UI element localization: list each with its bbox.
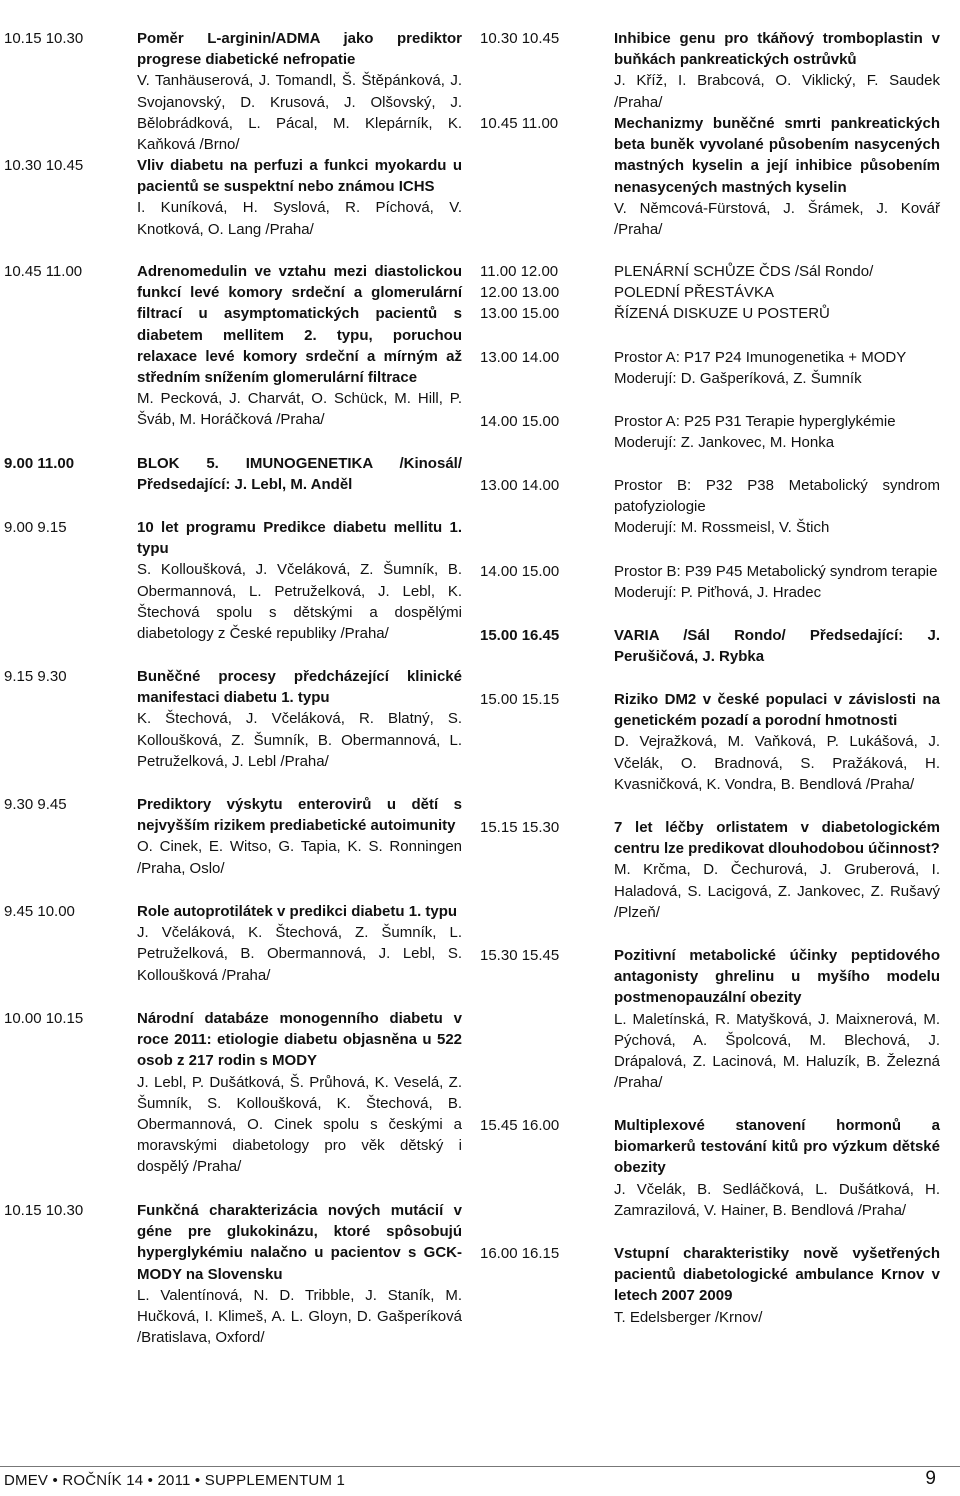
program-entry <box>480 945 940 1093</box>
entry-title: Národní databáze monogenního diabetu v roce 2011: etiologie diabetu objasněna u 522 osob z 217 rodin s MODY <box>137 1010 462 1070</box>
entry-title: Mechanizmy buněčné smrti pankreatických beta buněk vyvolané působením nasycených mastných kyselin a její inhibice působením nenasycených mastných kyselin <box>614 115 940 196</box>
entry-moderators: Moderují: M. Rossmeisl, V. Štich <box>614 519 830 537</box>
entry-time: 13.00 14.00 <box>480 349 560 366</box>
entry-body <box>137 453 462 495</box>
entry-authors: M. Pecková, J. Charvát, O. Schück, M. Hill, P. Šváb, M. Horáčková /Praha/ <box>137 390 462 429</box>
entry-time: 16.00 16.15 <box>480 1245 560 1262</box>
entry-time: 15.00 16.45 <box>480 627 560 644</box>
entry-time: 15.15 15.30 <box>480 819 560 836</box>
entry-time: 9.15 9.30 <box>4 668 67 685</box>
entry-title: Riziko DM2 v české populaci v závislosti na genetickém pozadí a porodní hmotnosti <box>614 691 940 730</box>
entry-authors: M. Krčma, D. Čechurová, J. Gruberová, I. Haladová, S. Lacigová, Z. Jankovec, Z. Rušavý /Plzeň/ <box>614 861 940 921</box>
program-entry <box>4 517 462 644</box>
entry-authors: L. Valentínová, N. D. Tribble, J. Staník, M. Hučková, I. Klimeš, A. L. Gloyn, D. Gašperíková /Bratislava, Oxford/ <box>137 1286 462 1347</box>
entry-body <box>137 1008 462 1178</box>
program-entry <box>4 261 462 431</box>
entry-authors: K. Štechová, J. Včeláková, R. Blatný, S. Kolloušková, Z. Šumník, B. Obermannová, L. Petruželková, J. Lebl /Praha/ <box>137 710 462 770</box>
entry-authors: D. Vejražková, M. Vaňková, P. Lukášová, J. Včelák, O. Bradnová, S. Pražáková, H. Kvasničková, K. Vondra, B. Bendlová /Praha/ <box>614 733 940 793</box>
entry-authors: S. Kolloušková, J. Včeláková, Z. Šumník, B. Obermannová, L. Petruželková, J. Lebl, K. Štechová spolu s dětskými a dospělými diabetology z České republiky /Praha/ <box>137 561 462 643</box>
program-entry <box>4 794 462 879</box>
footer-rule <box>0 1466 960 1467</box>
entry-title: Prostor A: P17 P24 Imunogenetika + MODY <box>614 349 907 366</box>
program-entry <box>4 453 462 495</box>
entry-time: 10.15 10.30 <box>4 30 84 47</box>
program-entry <box>480 113 940 240</box>
entry-title: Vliv diabetu na perfuzi a funkci myokardu u pacientů se suspektní nebo známou ICHS <box>137 157 462 196</box>
entry-authors: J. Kříž, I. Brabcová, O. Viklický, F. Saudek /Praha/ <box>614 72 940 111</box>
program-entry <box>480 261 940 325</box>
entry-title: 7 let léčby orlistatem v diabetologickém centru lze predikovat dlouhodobou účinnost? <box>614 819 940 858</box>
entry-body <box>614 347 940 389</box>
entry-authors: L. Maletínská, R. Matyšková, J. Maixnerová, M. Pýchová, A. Špolcová, M. Blechová, J. Drápalová, Z. Lacinová, M. Haluzík, B. Železná /Praha/ <box>614 1010 940 1092</box>
entry-authors: J. Včeláková, K. Štechová, Z. Šumník, L. Petruželková, B. Obermannová, J. Lebl, S. Kolloušková /Praha/ <box>137 924 462 984</box>
program-entry <box>480 28 940 113</box>
entry-body <box>614 113 940 240</box>
program-entry <box>4 1200 462 1348</box>
entry-body <box>614 411 940 453</box>
entry-body <box>137 155 462 240</box>
entry-body <box>614 261 940 325</box>
entry-time: 9.45 10.00 <box>4 903 75 920</box>
entry-title: Funkčná charakterizácia nových mutácií v géne pre glukokinázu, ktoré spôsobujú hyperglykémiu nalačno u pacientov s GCK-MODY na Slovensku <box>137 1202 462 1283</box>
entry-title: Adrenomedulin ve vztahu mezi diastolickou funkcí levé komory srdeční a glomerulární filtrací u asymptomatických pacientů s diabetem mellitem 2. typu, poruchou relaxace levé komory srdeční a mírným až středním snížením glomerulární filtrace <box>137 263 462 387</box>
entry-time: 10.45 11.00 <box>4 263 83 280</box>
entry-title: Inhibice genu pro tkáňový tromboplastin v buňkách pankreatických ostrůvků <box>614 30 940 69</box>
entry-title: Vstupní charakteristiky nově vyšetřených pacientů diabetologické ambulance Krnov v letech 2007 2009 <box>614 1245 940 1305</box>
entry-moderators: Moderují: Z. Jankovec, M. Honka <box>614 434 835 452</box>
entry-title: Multiplexové stanovení hormonů a biomarkerů testování kitů pro výzkum dětské obezity <box>614 1117 940 1177</box>
program-entry <box>480 561 940 603</box>
program-entry <box>480 817 940 923</box>
program-entry <box>4 1008 462 1178</box>
entry-body <box>614 817 940 923</box>
program-entry <box>4 28 462 155</box>
program-entry <box>480 625 940 667</box>
entry-title: Prostor B: P39 P45 Metabolický syndrom terapie <box>614 563 938 580</box>
entry-moderators: Moderují: P. Piťhová, J. Hradec <box>614 584 822 602</box>
entry-time: 13.00 14.00 <box>480 477 560 494</box>
entry-title: Prostor A: P25 P31 Terapie hyperglykémie <box>614 413 896 430</box>
entry-time: 15.00 15.15 <box>480 691 560 708</box>
entry-body <box>137 28 462 155</box>
entry-time: 10.00 10.15 <box>4 1010 84 1027</box>
entry-time: 15.45 16.00 <box>480 1117 560 1134</box>
entry-time: 14.00 15.00 <box>480 563 560 580</box>
entry-time: 9.00 11.00 <box>4 455 75 472</box>
entry-title: Pozitivní metabolické účinky peptidového antagonisty ghrelinu u myšího modelu postmenopauzální obezity <box>614 947 940 1007</box>
program-entry <box>480 347 940 389</box>
program-entry <box>4 666 462 772</box>
entry-body <box>614 561 940 603</box>
entry-body <box>614 1243 940 1328</box>
entry-authors: I. Kuníková, H. Syslová, R. Píchová, V. Knotková, O. Lang /Praha/ <box>137 199 462 238</box>
entry-body <box>137 261 462 431</box>
entry-title: Buněčné procesy předcházející klinické manifestaci diabetu 1. typu <box>137 668 462 707</box>
page-number: 9 <box>925 1468 936 1489</box>
entry-body <box>614 1115 940 1221</box>
entry-body <box>614 689 940 795</box>
entry-authors: V. Němcová-Fürstová, J. Šrámek, J. Kovář /Praha/ <box>614 199 940 239</box>
block-heading: VARIA /Sál Rondo/ Předsedající: J. Perušičová, J. Rybka <box>614 627 940 666</box>
entry-title: Prediktory výskytu enterovirů u dětí s nejvyšším rizikem prediabetické autoimunity <box>137 796 462 835</box>
entry-time: 11.00 12.00 12.00 13.00 13.00 15.00 <box>480 263 560 323</box>
entry-time: 10.15 10.30 <box>4 1202 84 1219</box>
block-heading: BLOK 5. IMUNOGENETIKA /Kinosál/ Předsedající: J. Lebl, M. Anděl <box>137 455 462 494</box>
entry-body <box>137 794 462 879</box>
entry-time: 10.45 11.00 <box>480 115 559 132</box>
entry-time: 10.30 10.45 <box>4 157 84 174</box>
entry-authors: V. Tanhäuserová, J. Tomandl, Š. Štěpánková, J. Svojanovský, D. Krusová, J. Olšovský, J. Bělobrádková, L. Pácal, M. Klepárník, K. Kaňková /Brno/ <box>137 72 462 154</box>
entry-time: 9.30 9.45 <box>4 796 67 813</box>
entry-title: Prostor B: P32 P38 Metabolický syndrom patofyziologie <box>614 477 940 516</box>
entry-body <box>137 666 462 772</box>
entry-authors: T. Edelsberger /Krnov/ <box>614 1308 763 1326</box>
footer-journal: DMEV • ROČNÍK 14 • 2011 • SUPPLEMENTUM 1 <box>4 1472 346 1489</box>
entry-authors: J. Lebl, P. Dušátková, Š. Průhová, K. Veselá, Z. Šumník, S. Kolloušková, K. Štechová, B. Obermannová, O. Cinek spolu s českými a moravskými diabetology pro věk dětský i dospělý /Praha/ <box>137 1073 462 1176</box>
entry-title: Poměr L-arginin/ADMA jako prediktor progrese diabetické nefropatie <box>137 30 462 69</box>
program-entry <box>480 475 940 539</box>
entry-body <box>614 625 940 667</box>
entry-time: 15.30 15.45 <box>480 947 560 964</box>
entry-moderators: Moderují: D. Gašperíková, Z. Šumník <box>614 370 862 388</box>
entry-body <box>614 28 940 113</box>
program-entry <box>4 155 462 240</box>
entry-time: 9.00 9.15 <box>4 519 67 536</box>
program-entry <box>4 901 462 986</box>
entry-time: 10.30 10.45 <box>480 30 560 47</box>
entry-title: Role autoprotilátek v predikci diabetu 1. typu <box>137 903 458 920</box>
entry-title: 10 let programu Predikce diabetu mellitu 1. typu <box>137 519 462 558</box>
program-entry <box>480 1115 940 1221</box>
entry-time: 14.00 15.00 <box>480 413 560 430</box>
program-entry <box>480 1243 940 1328</box>
entry-body <box>137 517 462 644</box>
entry-authors: O. Cinek, E. Witso, G. Tapia, K. S. Ronningen /Praha, Oslo/ <box>137 838 462 877</box>
entry-body <box>614 945 940 1093</box>
entry-body <box>137 1200 462 1348</box>
session-list: PLENÁRNÍ SCHŮZE ČDS /Sál Rondo/ POLEDNÍ PŘESTÁVKA ŘÍZENÁ DISKUZE U POSTERŮ <box>614 263 874 323</box>
entry-body <box>137 901 462 986</box>
entry-authors: J. Včelák, B. Sedláčková, L. Dušátková, H. Zamrazilová, V. Hainer, B. Bendlová /Praha/ <box>614 1180 940 1219</box>
program-entry <box>480 689 940 795</box>
program-entry <box>480 411 940 453</box>
entry-body <box>614 475 940 539</box>
